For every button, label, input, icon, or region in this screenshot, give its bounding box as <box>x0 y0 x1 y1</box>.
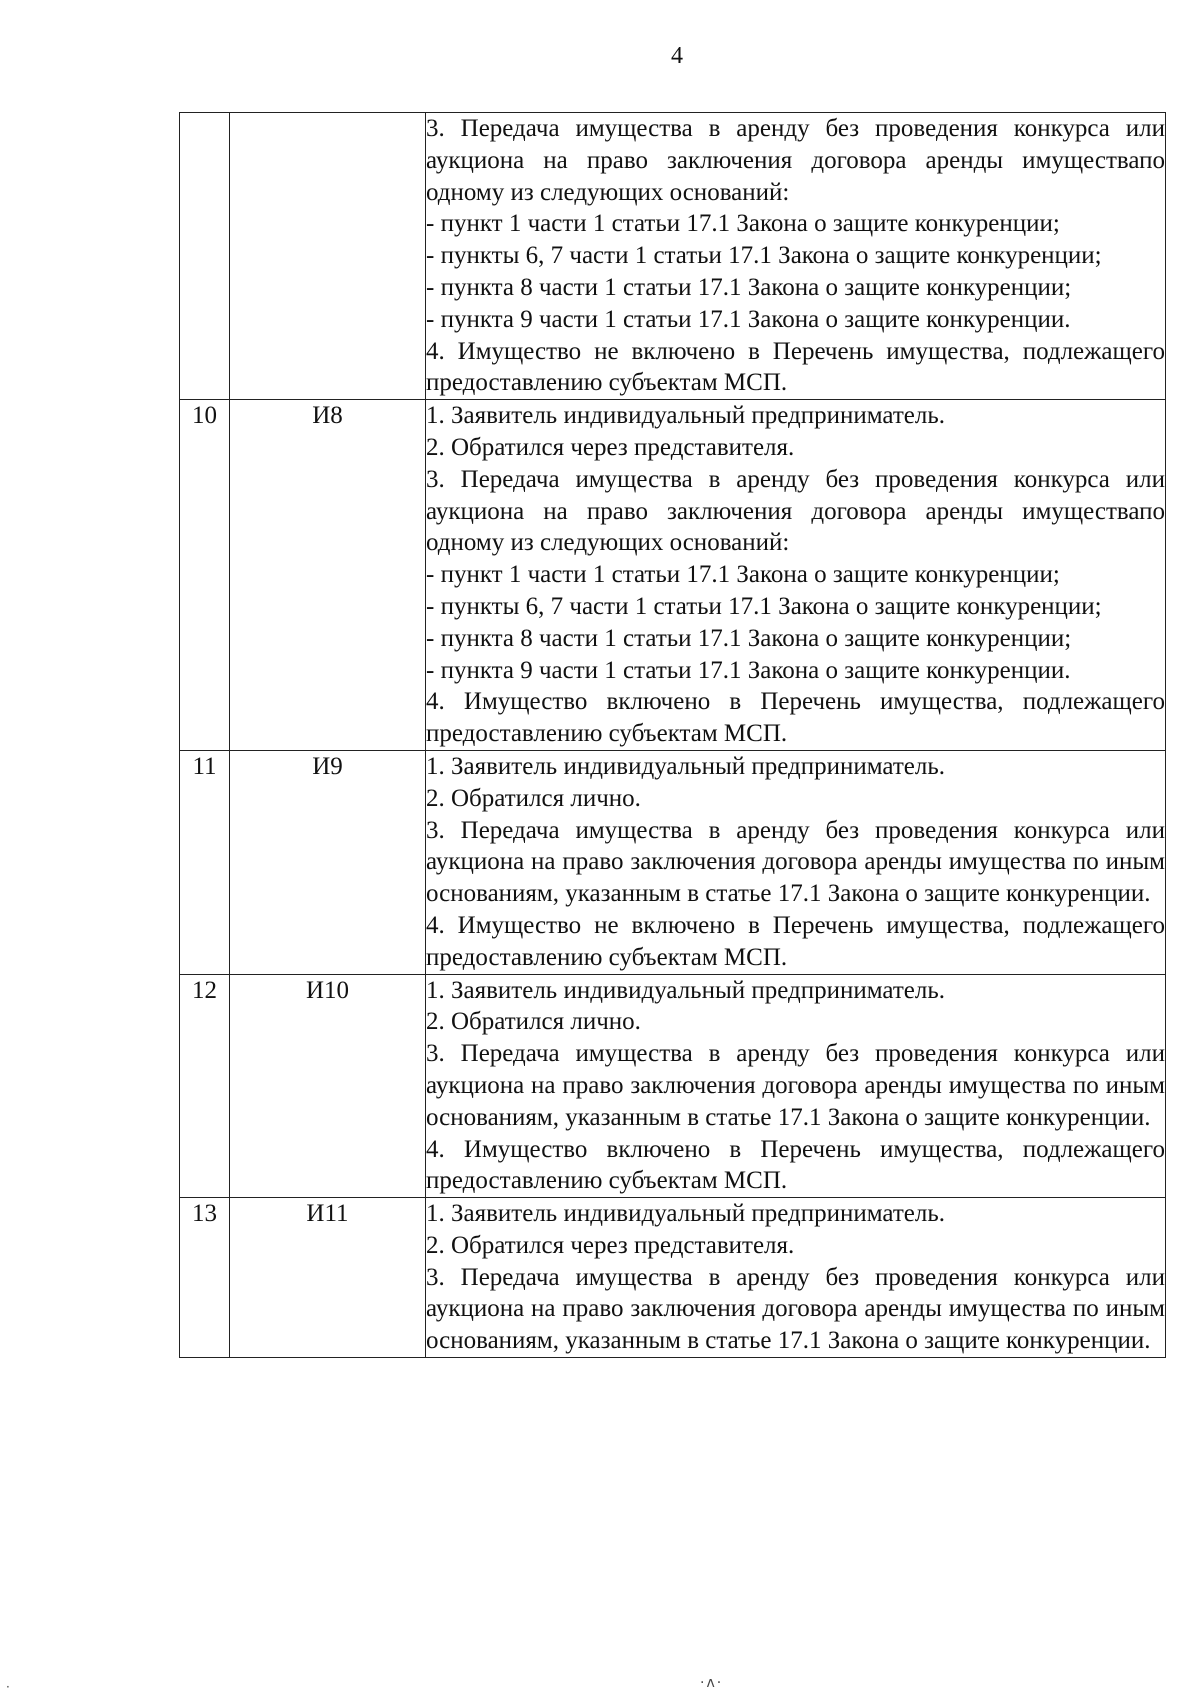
row-code-cell: И9 <box>230 750 426 974</box>
table-row <box>180 400 1166 751</box>
condition-clause: - пункта 9 части 1 статьи 17.1 Закона о защите конкуренции. <box>426 305 1071 333</box>
table-body <box>180 113 1166 1358</box>
table-row <box>180 750 1166 974</box>
condition-clause: 2. Обратился лично. <box>426 784 641 812</box>
row-number-cell: 11 <box>180 750 230 974</box>
row-code-cell: И11 <box>230 1198 426 1358</box>
row-number-cell: 13 <box>180 1198 230 1358</box>
condition-clause: 1. Заявитель индивидуальный предприниматель. <box>426 402 946 430</box>
scan-artifact-dot: · <box>6 1680 10 1694</box>
condition-clause: 3. Передача имущества в аренду без проведения конкурса или аукциона на право заключения договора аренды имуществапо одному из следующих оснований: <box>426 115 1165 206</box>
row-number-cell <box>180 113 230 400</box>
condition-clause: - пункты 6, 7 части 1 статьи 17.1 Закона о защите конкуренции; <box>426 592 1102 620</box>
condition-clause: - пункт 1 части 1 статьи 17.1 Закона о защите конкуренции; <box>426 210 1060 238</box>
condition-clause: 4. Имущество включено в Перечень имущества, подлежащего предоставлению субъектам МСП. <box>426 1135 1165 1195</box>
row-code-cell: И10 <box>230 974 426 1198</box>
row-conditions-cell <box>426 750 1166 974</box>
row-conditions-cell <box>426 113 1166 400</box>
scan-artifact-mark: ·ʌ· <box>700 1675 724 1691</box>
row-number-cell: 10 <box>180 400 230 751</box>
conditions-table <box>179 112 1166 1358</box>
row-number-cell: 12 <box>180 974 230 1198</box>
row-code-cell: И8 <box>230 400 426 751</box>
table-row <box>180 113 1166 400</box>
condition-clause: 2. Обратился через представителя. <box>426 433 795 461</box>
table-row <box>180 974 1166 1198</box>
page-number: 4 <box>671 43 683 69</box>
condition-clause: 3. Передача имущества в аренду без проведения конкурса или аукциона на право заключения договора аренды имущества по иным основаниям, указанным в статье 17.1 Закона о защите конкуренции. <box>426 1263 1165 1355</box>
condition-clause: 4. Имущество не включено в Перечень имущества, подлежащего предоставлению субъектам МСП. <box>426 911 1165 971</box>
condition-clause: 2. Обратился лично. <box>426 1008 641 1036</box>
condition-clause: - пункты 6, 7 части 1 статьи 17.1 Закона о защите конкуренции; <box>426 242 1102 270</box>
condition-clause: 3. Передача имущества в аренду без проведения конкурса или аукциона на право заключения договора аренды имуществапо одному из следующих оснований: <box>426 465 1165 557</box>
condition-clause: 1. Заявитель индивидуальный предприниматель. <box>426 976 946 1004</box>
condition-clause: 3. Передача имущества в аренду без проведения конкурса или аукциона на право заключения договора аренды имущества по иным основаниям, указанным в статье 17.1 Закона о защите конкуренции. <box>426 1040 1165 1131</box>
row-conditions-cell <box>426 400 1166 751</box>
condition-clause: 4. Имущество включено в Перечень имущества, подлежащего предоставлению субъектам МСП. <box>426 688 1165 748</box>
row-conditions-cell <box>426 1198 1166 1358</box>
condition-clause: 3. Передача имущества в аренду без проведения конкурса или аукциона на право заключения договора аренды имущества по иным основаниям, указанным в статье 17.1 Закона о защите конкуренции. <box>426 816 1165 908</box>
condition-clause: - пункт 1 части 1 статьи 17.1 Закона о защите конкуренции; <box>426 561 1060 589</box>
table-row <box>180 1198 1166 1358</box>
condition-clause: 4. Имущество не включено в Перечень имущества, подлежащего предоставлению субъектам МСП. <box>426 337 1165 397</box>
row-conditions-cell <box>426 974 1166 1198</box>
condition-clause: 1. Заявитель индивидуальный предприниматель. <box>426 752 946 780</box>
condition-clause: - пункта 9 части 1 статьи 17.1 Закона о защите конкуренции. <box>426 656 1071 684</box>
condition-clause: - пункта 8 части 1 статьи 17.1 Закона о защите конкуренции; <box>426 624 1072 652</box>
row-code-cell <box>230 113 426 400</box>
condition-clause: - пункта 8 части 1 статьи 17.1 Закона о защите конкуренции; <box>426 273 1072 301</box>
condition-clause: 1. Заявитель индивидуальный предприниматель. <box>426 1200 946 1228</box>
condition-clause: 2. Обратился через представителя. <box>426 1231 795 1259</box>
